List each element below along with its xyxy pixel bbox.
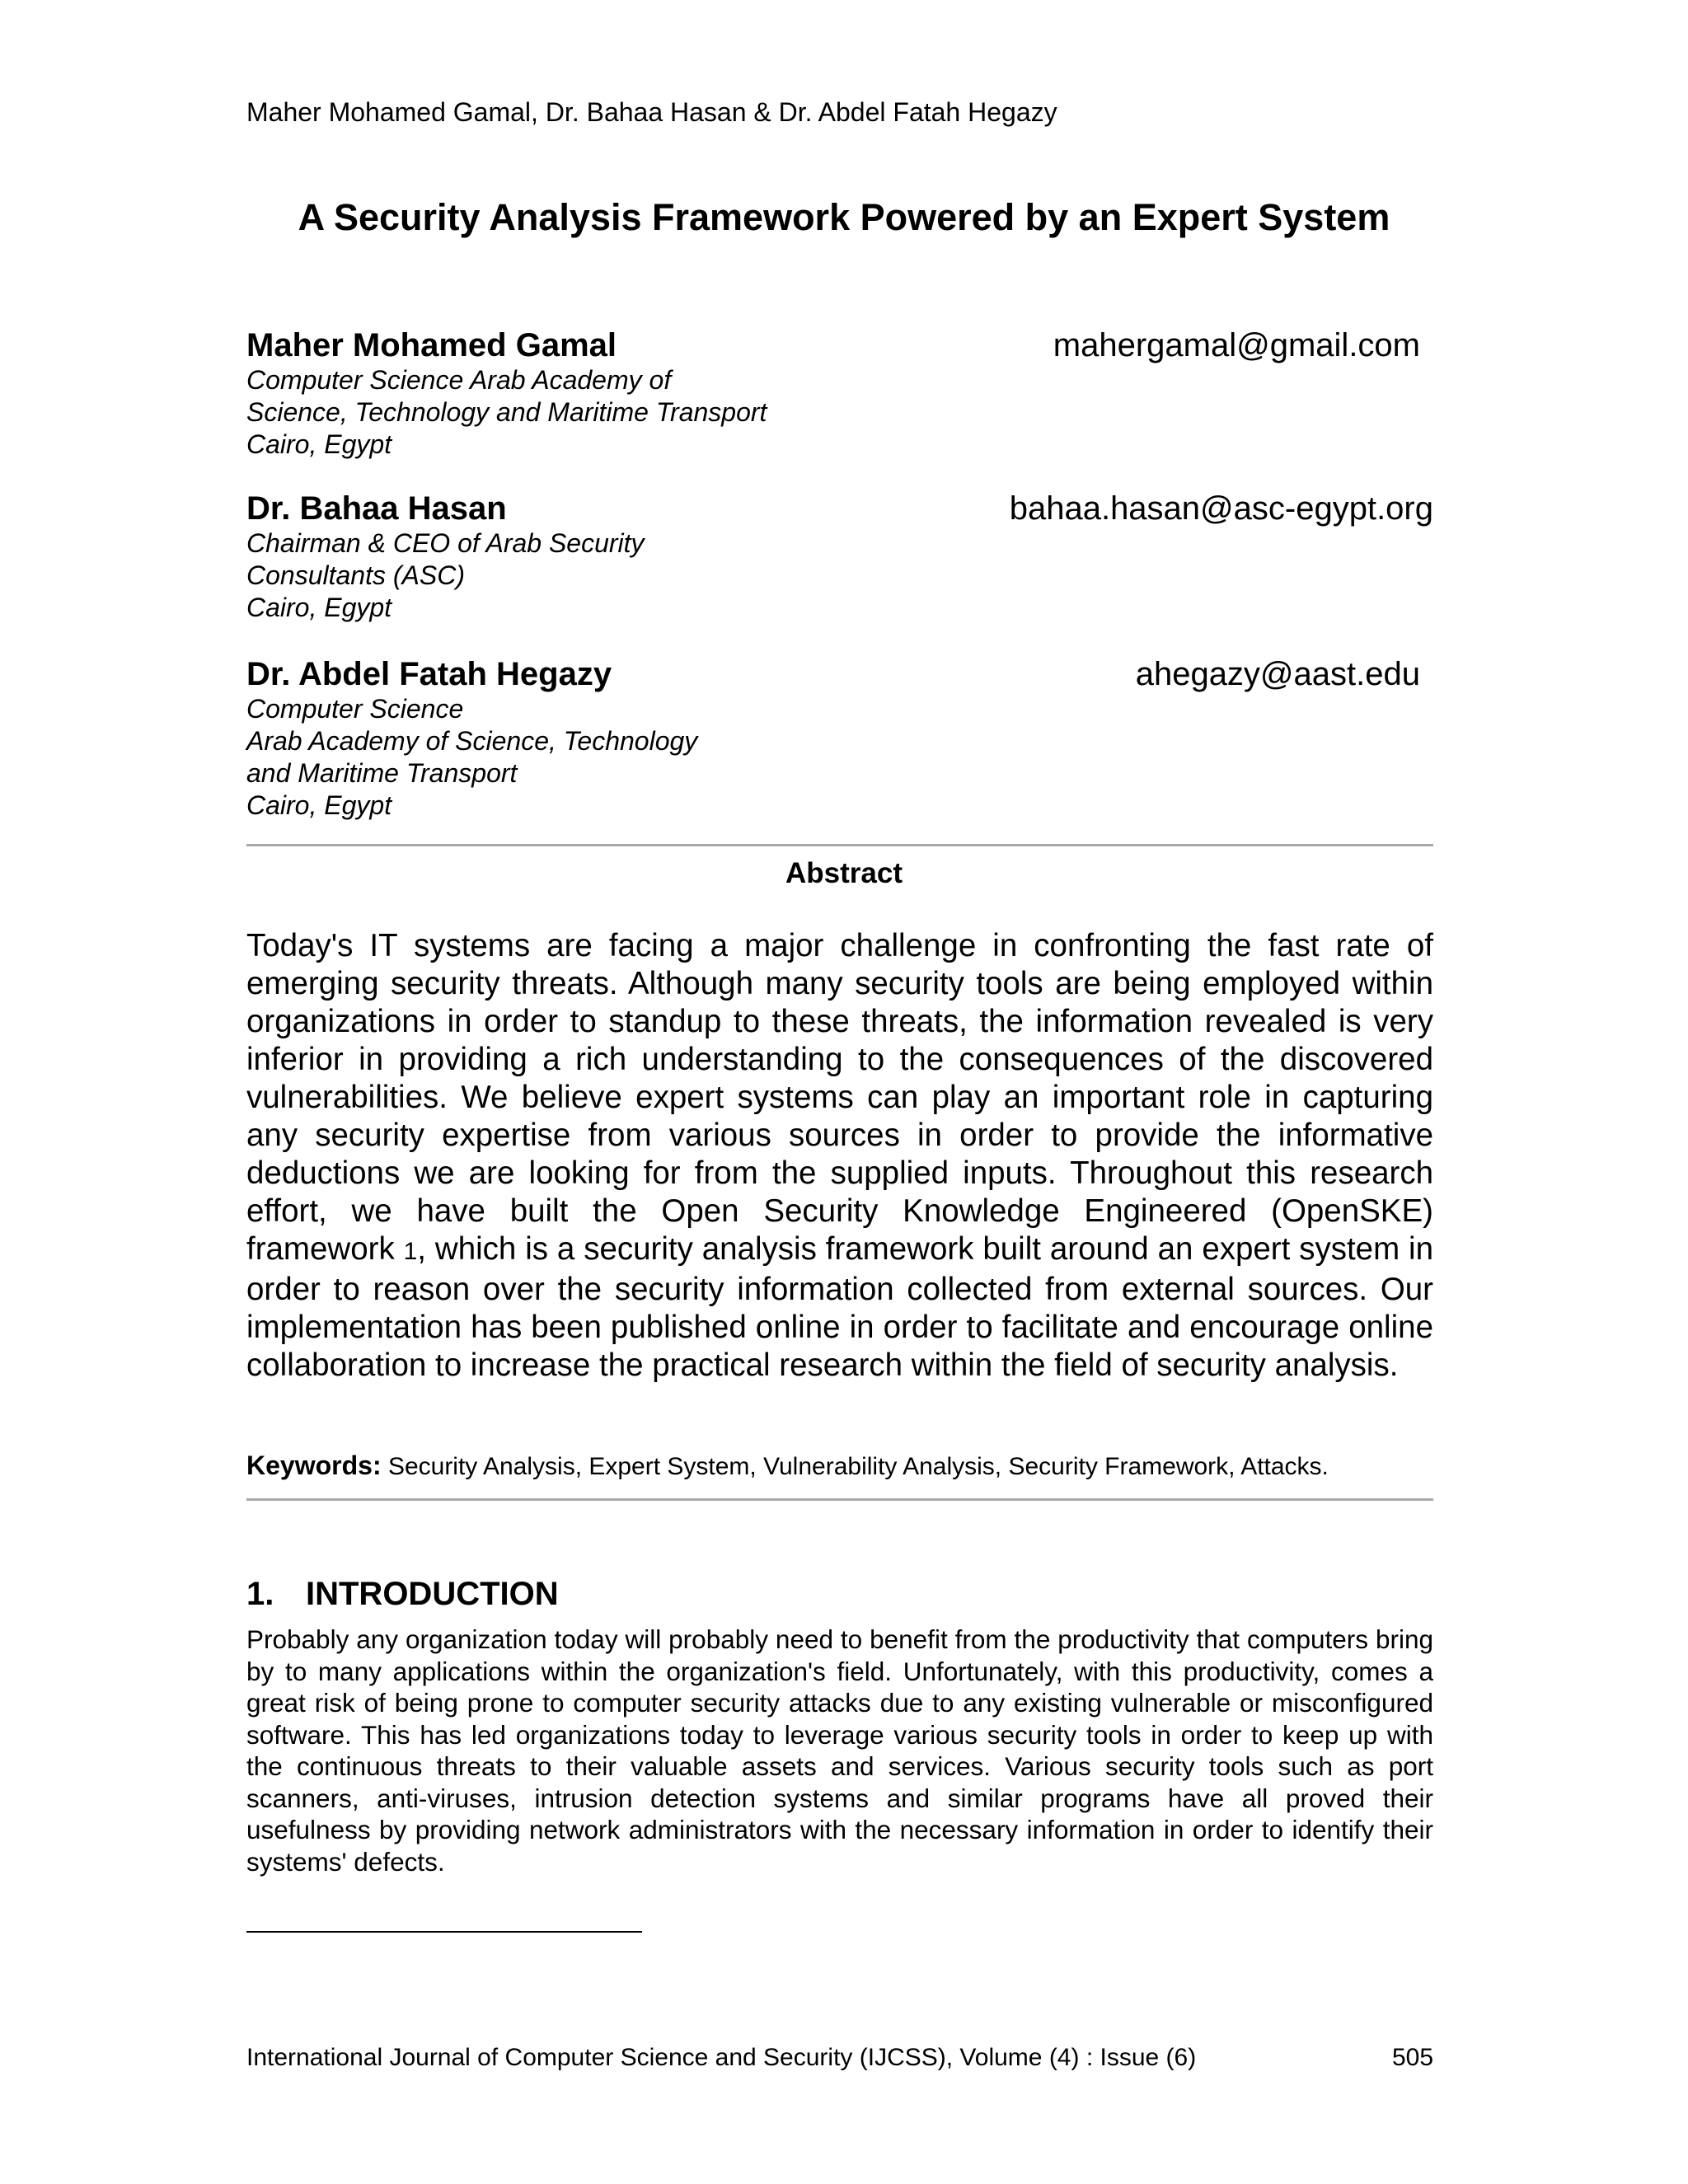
- author-affiliation-line: Cairo, Egypt: [246, 790, 392, 820]
- footnote-reference[interactable]: 1: [403, 1238, 418, 1265]
- abstract-top-divider: [246, 844, 1433, 846]
- author-email: bahaa.hasan@asc-egypt.org: [1009, 490, 1433, 527]
- running-header: Maher Mohamed Gamal, Dr. Bahaa Hasan & Dr. Abdel Fatah Hegazy: [246, 97, 1057, 127]
- paper-title: A Security Analysis Framework Powered by an Expert System: [298, 196, 1390, 238]
- section-heading-introduction: [246, 1576, 559, 1613]
- author-affiliation-line: and Maritime Transport: [246, 758, 518, 788]
- abstract-text-part: , which is a security analysis framework built around an expert system in order to reason over the security information collected from external sources. Our implementation has been published online in order to facilitate and encourage online collaboration to increase the practical research within the field of security analysis.: [246, 1231, 1433, 1383]
- abstract-text-part: Today's IT systems are facing a major challenge in confronting the fast rate of emerging security threats. Although many security tools are being employed within organizations in order to standup to these threats, the information revealed is very inferior in providing a rich understanding to the consequences of the discovered vulnerabilities. We believe expert systems can play an important role in capturing any security expertise from various sources in order to provide the informative deductions we are looking for from the supplied inputs. Throughout this research effort, we have built the Open Security Knowledge Engineered (OpenSKE) framework: [246, 928, 1433, 1267]
- author-email: ahegazy@aast.edu: [1135, 656, 1420, 692]
- author-name: Dr. Bahaa Hasan: [246, 490, 507, 527]
- author-block: [246, 655, 1433, 822]
- section-title: INTRODUCTION: [306, 1576, 559, 1612]
- introduction-paragraph: Probably any organization today will probably need to benefit from the productivity that computers bring by to many applications within the organization's field. Unfortunately, with this productivity, comes a great risk of being prone to computer security attacks due to any existing vulnerable or misconfigured software. This has led organizations today to leverage various security tools in order to keep up with the continuous threats to their valuable assets and services. Various security tools such as port scanners, anti-viruses, intrusion detection systems and similar programs have all proved their usefulness by providing network administrators with the necessary information in order to identify their systems' defects.: [246, 1624, 1433, 1877]
- author-affiliation-line: Arab Academy of Science, Technology: [246, 726, 698, 756]
- keywords-line: [246, 1451, 1433, 1481]
- section-number: 1.: [246, 1576, 274, 1612]
- author-block: [246, 326, 1433, 461]
- author-affiliation-line: Science, Technology and Maritime Transport: [246, 397, 767, 427]
- author-affiliation-line: Chairman & CEO of Arab Security: [246, 528, 645, 558]
- abstract-heading: Abstract: [785, 857, 903, 889]
- keywords-label: Keywords:: [246, 1451, 382, 1480]
- author-name: Dr. Abdel Fatah Hegazy: [246, 656, 612, 692]
- author-affiliation-line: Computer Science: [246, 694, 464, 724]
- author-affiliation-line: Cairo, Egypt: [246, 593, 392, 622]
- footnote-divider: [246, 1931, 642, 1933]
- author-block: [246, 490, 1433, 624]
- author-name: Maher Mohamed Gamal: [246, 327, 617, 363]
- keywords-text: Security Analysis, Expert System, Vulnerability Analysis, Security Framework, Attacks.: [387, 1453, 1329, 1480]
- abstract-bottom-divider: [246, 1498, 1433, 1501]
- author-affiliation-line: Computer Science Arab Academy of: [246, 365, 672, 395]
- journal-footer: International Journal of Computer Science and Security (IJCSS), Volume (4) : Issue (6): [246, 2044, 1197, 2071]
- page-number: 505: [1392, 2044, 1434, 2071]
- author-affiliation-line: Cairo, Egypt: [246, 429, 392, 459]
- abstract-text: [246, 927, 1433, 1385]
- author-affiliation-line: Consultants (ASC): [246, 560, 465, 590]
- author-email: mahergamal@gmail.com: [1053, 327, 1420, 363]
